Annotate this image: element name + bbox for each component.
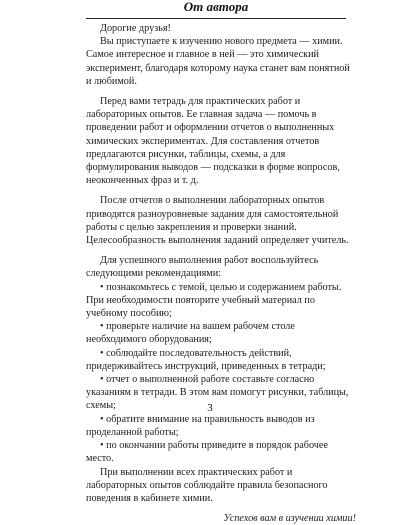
page-number: 3 — [207, 402, 213, 414]
paragraph-recommendations: Для успешного выполнения работ воспользуйтесь следующими рекомендациями: — [86, 255, 319, 280]
page-header — [86, 0, 346, 19]
paragraph-intro: Вы приступаете к изучению нового предмета — химии. Самое интересное и главное в ней — это химический эксперимент, благодаря которому наука станет вам понятной и любимой. — [86, 36, 350, 87]
paragraph-safety: При выполнении всех практических работ и лабораторных опытов соблюдайте правила безопасного поведения в кабинете химии. — [86, 466, 328, 504]
paragraph-notebook: Перед вами тетрадь для практических работ и лабораторных опытов. Ее главная задача — помочь в проведении работ и оформлении отчетов о выполненных химических экспериментах. Для составления отчетов предлагаются рисунки, таблицы, схемы, а для формулирования выводов — подсказки в форме вопросов, неоконченных фраз и т. д. — [86, 96, 340, 187]
list-item: • соблюдайте последовательность действий, придерживайтесь инструкций, приведенных в тетради; — [86, 347, 326, 372]
list-item: • по окончании работы приведите в порядок рабочее место. — [86, 440, 328, 465]
list-item: • проверьте наличие на вашем рабочем столе необходимого оборудования; — [86, 321, 295, 346]
header-title: От автора — [183, 0, 249, 14]
list-item: • отчет о выполненной работе составьте согласно указаниям в тетради. В этом вам помогут рисунки, таблицы, схемы; — [86, 374, 349, 412]
list-item: • познакомьтесь с темой, целью и содержанием работы. При необходимости повторите учебный материал по учебному пособию; — [86, 281, 342, 320]
body-text — [86, 22, 356, 525]
paragraph-tasks: После отчетов о выполнении лабораторных опытов приводятся разноуровневые задания для самостоятельной работы с целью закрепления и проверки знаний. Целесообразность выполнения заданий определяет учитель. — [86, 195, 349, 247]
list-item: • обратите внимание на правильность выводов из проделанной работы; — [86, 413, 315, 438]
greeting: Дорогие друзья! — [100, 23, 171, 34]
closing-wish: Успехов вам в изучении химии! — [223, 513, 356, 525]
